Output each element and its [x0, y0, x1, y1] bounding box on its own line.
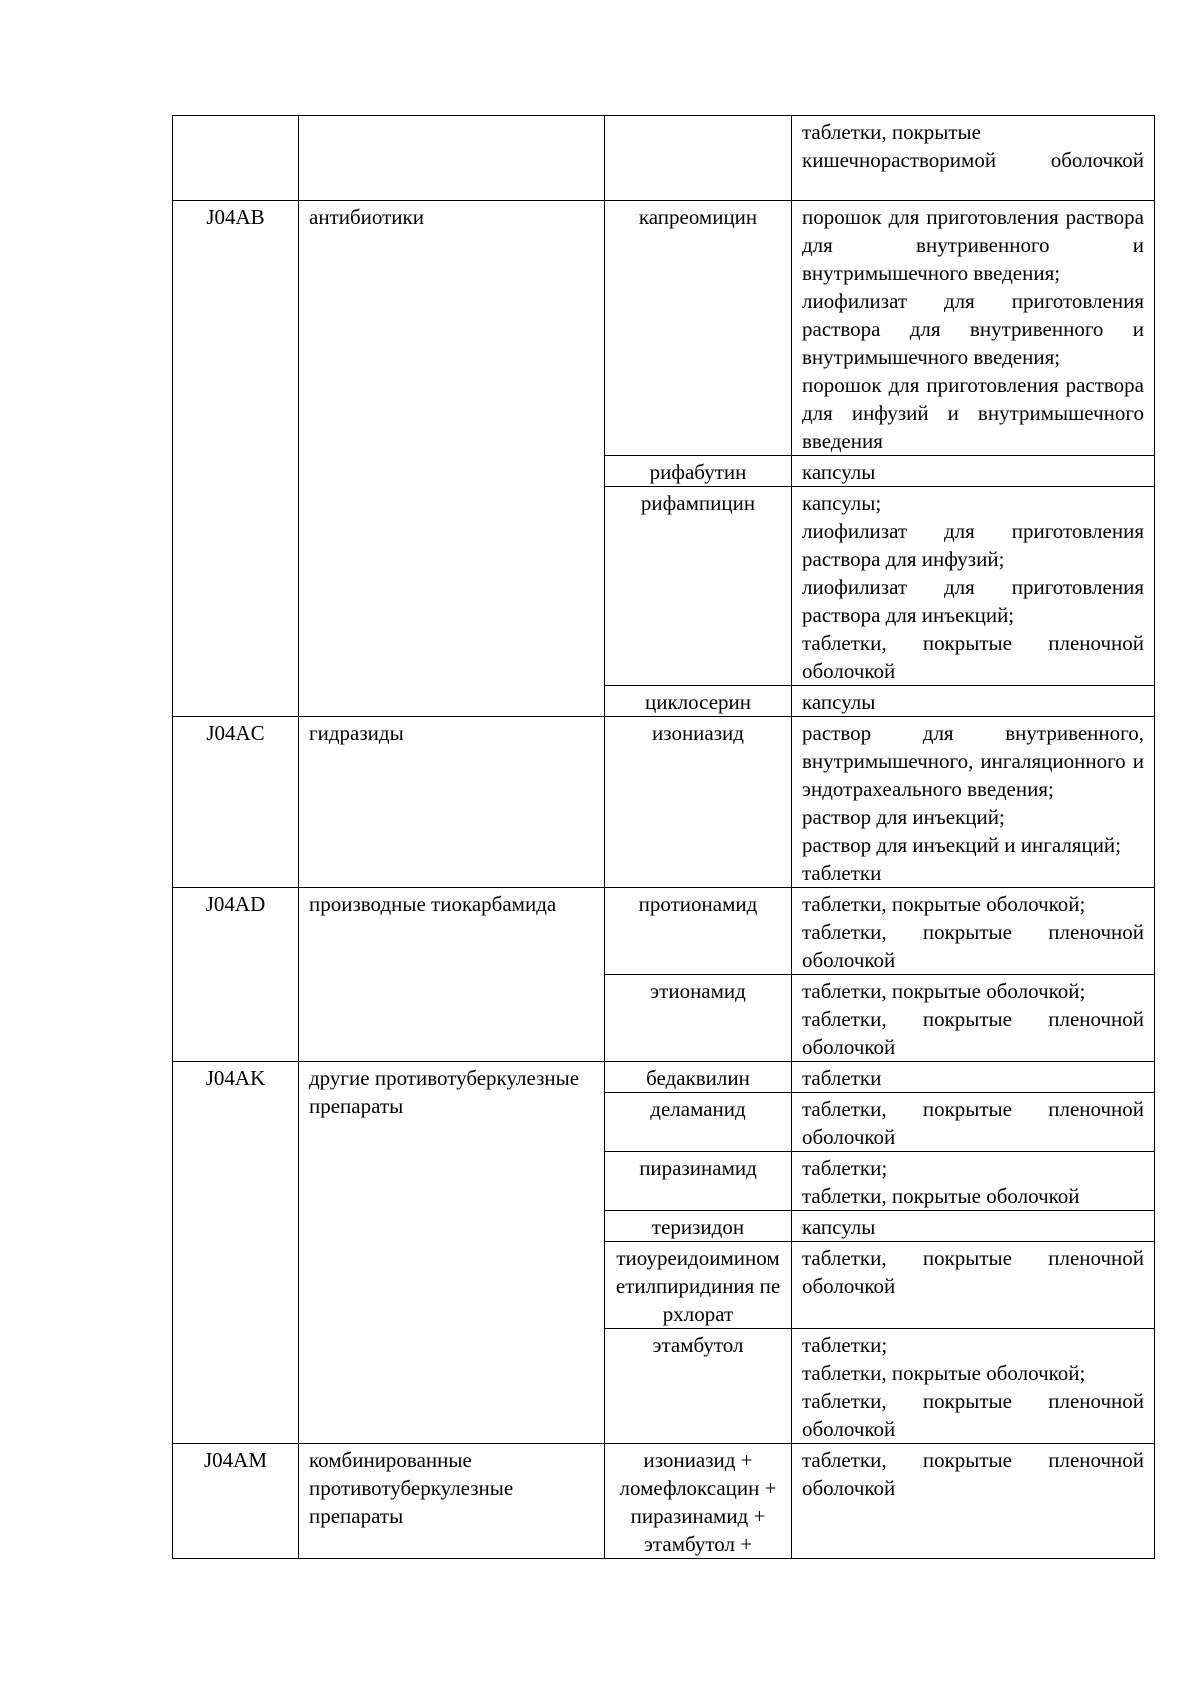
dosage-form: капсулы	[802, 1215, 876, 1239]
drug-name-cell: изониазид + ломефлоксацин + пиразинамид + этамбутол +	[605, 1444, 792, 1559]
dosage-form-cell	[792, 888, 1155, 975]
dosage-form-cell	[792, 487, 1155, 686]
dosage-form: таблетки, покрытые оболочкой;	[802, 1361, 1086, 1385]
dosage-form: таблетки;	[802, 1156, 888, 1180]
dosage-form: лиофилизат для приготовления раствора для инъекций;	[802, 575, 1144, 627]
table-row	[173, 116, 1155, 201]
dosage-form: таблетки	[802, 861, 882, 885]
table-row	[173, 717, 1155, 888]
dosage-form-cell	[792, 1211, 1155, 1242]
dosage-form: таблетки	[802, 1066, 882, 1090]
dosage-form-cell	[792, 1242, 1155, 1329]
dosage-form: таблетки, покрытые пленочной оболочкой	[802, 920, 1144, 972]
dosage-form-cell	[792, 686, 1155, 717]
drug-name-cell: деламанид	[605, 1093, 792, 1152]
dosage-form: таблетки, покрытые пленочной оболочкой	[802, 1246, 1144, 1298]
dosage-form: таблетки, покрытые пленочной оболочкой	[802, 1448, 1144, 1500]
drug-name-cell: тиоуреидоиминометилпиридиния перхлорат	[605, 1242, 792, 1329]
dosage-form-cell	[792, 201, 1155, 456]
dosage-form: лиофилизат для приготовления раствора для внутривенного и внутримышечного введения;	[802, 289, 1144, 369]
dosage-form: таблетки;	[802, 1333, 888, 1357]
atc-code-cell	[173, 116, 299, 201]
dosage-form: порошок для приготовления раствора для внутривенного и внутримышечного введения;	[802, 205, 1144, 285]
atc-code-cell: J04AB	[173, 201, 299, 717]
group-cell	[299, 116, 605, 201]
dosage-form-cell	[792, 1062, 1155, 1093]
drug-name-cell: бедаквилин	[605, 1062, 792, 1093]
dosage-form: лиофилизат для приготовления раствора для инфузий;	[802, 519, 1144, 571]
dosage-form: таблетки, покрытые оболочкой;	[802, 892, 1086, 916]
drug-name-cell	[605, 116, 792, 201]
drug-name-cell: теризидон	[605, 1211, 792, 1242]
dosage-form-cell	[792, 456, 1155, 487]
dosage-form: раствор для инъекций;	[802, 805, 1005, 829]
dosage-form: таблетки, покрытые оболочкой;	[802, 979, 1086, 1003]
dosage-form: капсулы	[802, 460, 876, 484]
group-cell: производные тиокарбамида	[299, 888, 605, 1062]
group-cell: другие противотуберкулезные препараты	[299, 1062, 605, 1444]
dosage-form-cell	[792, 975, 1155, 1062]
table-row	[173, 1062, 1155, 1093]
dosage-form-cell	[792, 1152, 1155, 1211]
drug-name-cell: изониазид	[605, 717, 792, 888]
drug-name-cell: рифабутин	[605, 456, 792, 487]
drug-name-cell: циклосерин	[605, 686, 792, 717]
dosage-form: таблетки, покрытые пленочной оболочкой	[802, 1007, 1144, 1059]
dosage-form-cell	[792, 717, 1155, 888]
atc-code-cell: J04AK	[173, 1062, 299, 1444]
dosage-form-cell	[792, 1444, 1155, 1559]
dosage-form: таблетки, покрытые пленочной оболочкой	[802, 1389, 1144, 1441]
drug-table	[172, 115, 1155, 1559]
table-row	[173, 888, 1155, 975]
atc-code-cell: J04AM	[173, 1444, 299, 1559]
dosage-form: таблетки, покрытые пленочной оболочкой	[802, 1097, 1144, 1149]
drug-name-cell: протионамид	[605, 888, 792, 975]
dosage-form: капсулы;	[802, 491, 882, 515]
dosage-form-cell	[792, 1093, 1155, 1152]
drug-name-cell: пиразинамид	[605, 1152, 792, 1211]
table-row	[173, 1444, 1155, 1559]
dosage-form: капсулы	[802, 690, 876, 714]
dosage-form-cell	[792, 1329, 1155, 1444]
group-cell: антибиотики	[299, 201, 605, 717]
drug-name-cell: капреомицин	[605, 201, 792, 456]
dosage-form: таблетки, покрытые оболочкой	[802, 1184, 1080, 1208]
dosage-form: таблетки, покрытые пленочной оболочкой	[802, 631, 1144, 683]
dosage-form: раствор для инъекций и ингаляций;	[802, 833, 1122, 857]
drug-name-cell: этамбутол	[605, 1329, 792, 1444]
dosage-form-cell	[792, 116, 1155, 201]
group-cell: комбинированные противотуберкулезные препараты	[299, 1444, 605, 1559]
atc-code-cell: J04AC	[173, 717, 299, 888]
dosage-form: раствор для внутривенного, внутримышечного, ингаляционного и эндотрахеального введения;	[802, 721, 1144, 801]
dosage-form: порошок для приготовления раствора для инфузий и внутримышечного введения	[802, 373, 1144, 453]
drug-name-cell: рифампицин	[605, 487, 792, 686]
group-cell: гидразиды	[299, 717, 605, 888]
atc-code-cell: J04AD	[173, 888, 299, 1062]
table-row	[173, 201, 1155, 456]
dosage-form: таблетки, покрытые кишечнорастворимой оболочкой	[802, 120, 1144, 172]
drug-name-cell: этионамид	[605, 975, 792, 1062]
